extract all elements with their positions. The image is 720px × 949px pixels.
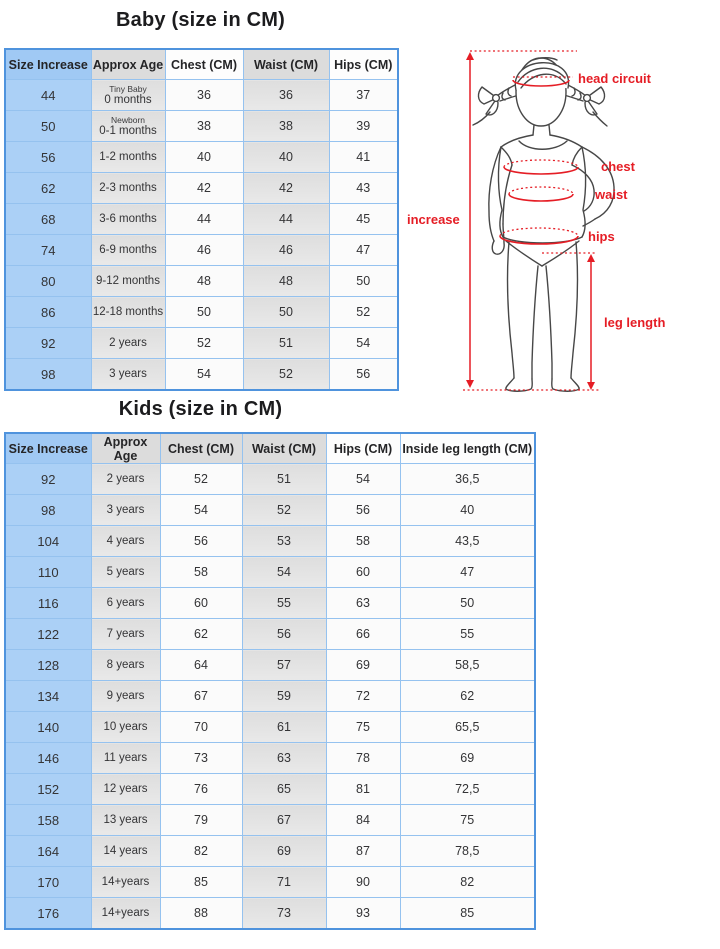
- header-cell: Size Increase: [5, 49, 91, 80]
- table-cell: 40: [243, 142, 329, 173]
- table-cell: 104: [5, 526, 91, 557]
- header-cell: Chest (CM): [160, 433, 242, 464]
- baby-size-table: [4, 48, 399, 391]
- table-cell: 128: [5, 650, 91, 681]
- table-row: [5, 173, 398, 204]
- table-cell: 72,5: [400, 774, 535, 805]
- table-cell: 14 years: [91, 836, 160, 867]
- table-cell: 93: [326, 898, 400, 930]
- table-cell: 50: [5, 111, 91, 142]
- table-cell: 56: [242, 619, 326, 650]
- table-cell: 40: [400, 495, 535, 526]
- table-cell: 63: [242, 743, 326, 774]
- table-cell: 87: [326, 836, 400, 867]
- table-cell: 56: [160, 526, 242, 557]
- table-row: [5, 650, 535, 681]
- table-cell: 53: [242, 526, 326, 557]
- table-cell: 36: [165, 80, 243, 111]
- table-cell: 55: [400, 619, 535, 650]
- leg-length-label: leg length: [604, 315, 666, 330]
- table-cell: 92: [5, 328, 91, 359]
- table-cell: 50: [165, 297, 243, 328]
- table-cell: 58: [326, 526, 400, 557]
- table-cell: 134: [5, 681, 91, 712]
- header-cell: Chest (CM): [165, 49, 243, 80]
- table-cell: 54: [242, 557, 326, 588]
- table-cell: 50: [400, 588, 535, 619]
- table-cell: 54: [160, 495, 242, 526]
- table-row: [5, 235, 398, 266]
- table-cell: 51: [243, 328, 329, 359]
- table-cell: 66: [326, 619, 400, 650]
- table-cell: 50: [329, 266, 398, 297]
- kids-table-title: Kids (size in CM): [118, 398, 283, 420]
- table-row: [5, 681, 535, 712]
- table-cell: 69: [242, 836, 326, 867]
- table-row: [5, 836, 535, 867]
- table-cell: Newborn 0-1 months: [91, 111, 165, 142]
- table-row: [5, 588, 535, 619]
- table-cell: 67: [242, 805, 326, 836]
- table-cell: 62: [5, 173, 91, 204]
- table-cell: 81: [326, 774, 400, 805]
- table-cell: 39: [329, 111, 398, 142]
- table-cell: 86: [5, 297, 91, 328]
- table-cell: 82: [400, 867, 535, 898]
- table-cell: 98: [5, 495, 91, 526]
- table-cell: 42: [243, 173, 329, 204]
- table-cell: 2-3 months: [91, 173, 165, 204]
- table-cell: 75: [326, 712, 400, 743]
- table-cell: 43: [329, 173, 398, 204]
- table-cell: 3 years: [91, 359, 165, 391]
- table-cell: 46: [165, 235, 243, 266]
- table-row: [5, 328, 398, 359]
- table-cell: 61: [242, 712, 326, 743]
- header-row: [5, 433, 535, 464]
- table-cell: 52: [165, 328, 243, 359]
- table-cell: 170: [5, 867, 91, 898]
- table-cell: 62: [160, 619, 242, 650]
- table-cell: 37: [329, 80, 398, 111]
- table-row: [5, 867, 535, 898]
- table-cell: 76: [160, 774, 242, 805]
- table-cell: 38: [165, 111, 243, 142]
- table-cell: 12 years: [91, 774, 160, 805]
- table-cell: 48: [243, 266, 329, 297]
- table-cell: 60: [160, 588, 242, 619]
- table-cell: 56: [5, 142, 91, 173]
- table-cell: 44: [165, 204, 243, 235]
- table-cell: 52: [243, 359, 329, 391]
- table-cell: 54: [165, 359, 243, 391]
- table-row: [5, 142, 398, 173]
- table-row: [5, 774, 535, 805]
- table-cell: 44: [5, 80, 91, 111]
- table-cell: 5 years: [91, 557, 160, 588]
- table-cell: 64: [160, 650, 242, 681]
- table-cell: 71: [242, 867, 326, 898]
- table-cell: 43,5: [400, 526, 535, 557]
- table-cell: 52: [329, 297, 398, 328]
- table-cell: 40: [165, 142, 243, 173]
- header-cell: Hips (CM): [326, 433, 400, 464]
- table-cell: 80: [5, 266, 91, 297]
- table-cell: 14+years: [91, 898, 160, 930]
- header-row: [5, 49, 398, 80]
- table-cell: 75: [400, 805, 535, 836]
- table-row: [5, 266, 398, 297]
- table-cell: 9 years: [91, 681, 160, 712]
- table-cell: 58: [160, 557, 242, 588]
- table-cell: 85: [160, 867, 242, 898]
- table-cell: 14+years: [91, 867, 160, 898]
- table-cell: 54: [326, 464, 400, 495]
- waist-label: waist: [595, 187, 628, 202]
- table-cell: 42: [165, 173, 243, 204]
- table-cell: 45: [329, 204, 398, 235]
- table-cell: 82: [160, 836, 242, 867]
- table-cell: 2 years: [91, 328, 165, 359]
- table-cell: 74: [5, 235, 91, 266]
- head-circuit-label: head circuit: [578, 71, 651, 86]
- table-row: [5, 526, 535, 557]
- header-cell: Waist (CM): [242, 433, 326, 464]
- table-row: [5, 743, 535, 774]
- table-cell: 47: [329, 235, 398, 266]
- table-cell: 48: [165, 266, 243, 297]
- table-cell: 67: [160, 681, 242, 712]
- header-cell: Inside leg length (CM): [400, 433, 535, 464]
- table-cell: 55: [242, 588, 326, 619]
- table-cell: 92: [5, 464, 91, 495]
- table-cell: 6-9 months: [91, 235, 165, 266]
- table-cell: 110: [5, 557, 91, 588]
- table-cell: 73: [242, 898, 326, 930]
- table-cell: 176: [5, 898, 91, 930]
- table-cell: 98: [5, 359, 91, 391]
- table-cell: 38: [243, 111, 329, 142]
- table-row: [5, 464, 535, 495]
- table-cell: Tiny Baby 0 months: [91, 80, 165, 111]
- table-cell: 140: [5, 712, 91, 743]
- header-cell: Approx Age: [91, 433, 160, 464]
- header-cell: Hips (CM): [329, 49, 398, 80]
- table-cell: 54: [329, 328, 398, 359]
- baby-table-title: Baby (size in CM): [116, 9, 285, 31]
- table-row: [5, 898, 535, 930]
- table-cell: 70: [160, 712, 242, 743]
- header-cell: Size Increase: [5, 433, 91, 464]
- table-cell: 7 years: [91, 619, 160, 650]
- table-cell: 116: [5, 588, 91, 619]
- table-cell: 57: [242, 650, 326, 681]
- chest-measure: [504, 159, 636, 174]
- table-cell: 3 years: [91, 495, 160, 526]
- table-cell: 78: [326, 743, 400, 774]
- table-cell: 41: [329, 142, 398, 173]
- table-cell: 52: [242, 495, 326, 526]
- table-cell: 122: [5, 619, 91, 650]
- increase-label: increase: [407, 212, 460, 227]
- hips-label: hips: [588, 229, 615, 244]
- measurement-figure: [405, 38, 717, 403]
- table-cell: 72: [326, 681, 400, 712]
- table-cell: 4 years: [91, 526, 160, 557]
- table-cell: 44: [243, 204, 329, 235]
- table-row: [5, 111, 398, 142]
- header-cell: Approx Age: [91, 49, 165, 80]
- table-cell: 52: [160, 464, 242, 495]
- table-cell: 46: [243, 235, 329, 266]
- table-cell: 36: [243, 80, 329, 111]
- table-cell: 36,5: [400, 464, 535, 495]
- table-cell: 58,5: [400, 650, 535, 681]
- table-cell: 47: [400, 557, 535, 588]
- table-cell: 10 years: [91, 712, 160, 743]
- girl-outline: [473, 58, 614, 392]
- table-cell: 73: [160, 743, 242, 774]
- table-cell: 65: [242, 774, 326, 805]
- table-cell: 2 years: [91, 464, 160, 495]
- table-cell: 158: [5, 805, 91, 836]
- table-cell: 9-12 months: [91, 266, 165, 297]
- table-row: [5, 80, 398, 111]
- table-cell: 69: [400, 743, 535, 774]
- table-cell: 69: [326, 650, 400, 681]
- table-cell: 59: [242, 681, 326, 712]
- table-cell: 60: [326, 557, 400, 588]
- table-cell: 11 years: [91, 743, 160, 774]
- table-row: [5, 712, 535, 743]
- table-cell: 152: [5, 774, 91, 805]
- table-cell: 68: [5, 204, 91, 235]
- table-cell: 3-6 months: [91, 204, 165, 235]
- table-row: [5, 297, 398, 328]
- header-cell: Waist (CM): [243, 49, 329, 80]
- table-cell: 51: [242, 464, 326, 495]
- table-cell: 1-2 months: [91, 142, 165, 173]
- table-cell: 84: [326, 805, 400, 836]
- table-row: [5, 204, 398, 235]
- table-cell: 13 years: [91, 805, 160, 836]
- table-cell: 56: [329, 359, 398, 391]
- table-cell: 146: [5, 743, 91, 774]
- table-cell: 12-18 months: [91, 297, 165, 328]
- leg-length-measure: [542, 253, 665, 390]
- kids-size-table: [4, 432, 536, 930]
- table-cell: 63: [326, 588, 400, 619]
- waist-measure: [509, 187, 628, 202]
- table-cell: 164: [5, 836, 91, 867]
- table-cell: 78,5: [400, 836, 535, 867]
- chest-label: chest: [601, 159, 635, 174]
- table-cell: 56: [326, 495, 400, 526]
- table-cell: 88: [160, 898, 242, 930]
- table-row: [5, 805, 535, 836]
- table-cell: 8 years: [91, 650, 160, 681]
- table-row: [5, 619, 535, 650]
- table-row: [5, 359, 398, 391]
- table-cell: 79: [160, 805, 242, 836]
- table-cell: 90: [326, 867, 400, 898]
- table-cell: 65,5: [400, 712, 535, 743]
- table-row: [5, 495, 535, 526]
- table-cell: 50: [243, 297, 329, 328]
- table-row: [5, 557, 535, 588]
- table-cell: 6 years: [91, 588, 160, 619]
- table-cell: 62: [400, 681, 535, 712]
- table-cell: 85: [400, 898, 535, 930]
- child-measurement-illustration: [405, 38, 717, 403]
